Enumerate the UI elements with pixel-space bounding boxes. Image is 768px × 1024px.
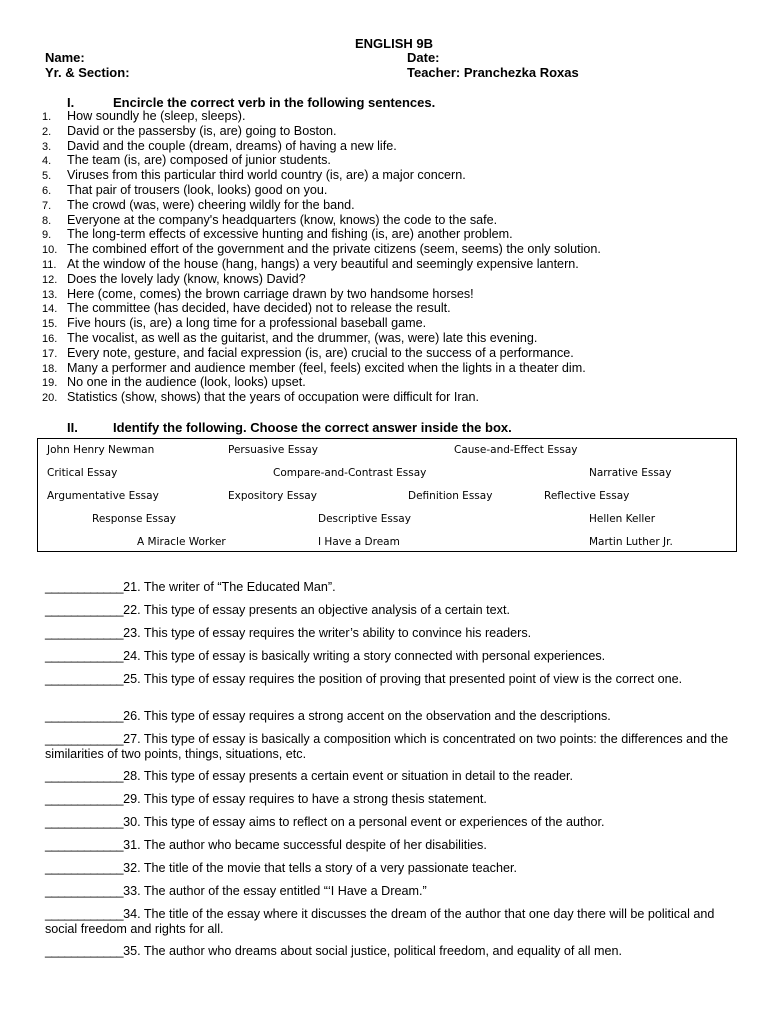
part2-numeral: II. [67,420,78,435]
item-sentence: That pair of trousers (look, looks) good on you. [67,182,328,197]
item-sentence: Does the lovely lady (know, knows) David? [67,271,306,286]
list-item [42,109,742,124]
item-number: 7. [42,199,52,212]
item-number: 10. [42,244,58,257]
answer-blank[interactable]: ____________ [45,769,124,783]
item-sentence: The committee (has decided, have decided) not to release the result. [67,301,451,316]
list-item [42,331,742,346]
answer-blank[interactable]: ____________ [45,603,124,617]
question-text: 33. The author of the essay entitled “‘I Have a Dream.” [123,884,427,898]
item-sentence: The combined effort of the government and the private citizens (seem, seems) the only solution. [67,242,601,257]
list-item [42,213,742,228]
answer-blank[interactable]: ____________ [45,815,124,829]
question-text: 22. This type of essay presents an objective analysis of a certain text. [123,603,510,617]
answer-blank[interactable]: ____________ [45,838,124,852]
item-number: 12. [42,273,58,286]
question-text: 34. The title of the essay where it discusses the dream of the author that one day there will be political and social freedom and rights for all. [45,907,715,936]
list-item [42,139,742,154]
part1-numeral: I. [67,95,75,110]
question-item [45,944,735,959]
question-text: 30. This type of essay aims to reflect on a personal event or experiences of the author. [123,815,605,829]
item-number: 6. [42,184,52,197]
answer-blank[interactable]: ____________ [45,861,124,875]
item-sentence: How soundly he (sleep, sleeps). [67,109,246,123]
list-item [42,183,742,198]
answer-blank[interactable]: ____________ [45,732,124,746]
item-number: 13. [42,288,58,301]
part1-item-list [42,109,742,405]
question-item [45,769,735,784]
list-item [42,153,742,168]
item-sentence: At the window of the house (hang, hangs) a very beautiful and seemingly expensive lantern. [67,256,579,271]
item-sentence: Statistics (show, shows) that the years of occupation were difficult for Iran. [67,390,480,405]
question-text: 21. The writer of “The Educated Man”. [123,580,336,594]
item-sentence: The crowd (was, were) cheering wildly for the band. [67,197,355,212]
item-sentence: Five hours (is, are) a long time for a professional baseball game. [67,316,427,331]
answer-blank[interactable]: ____________ [45,626,124,640]
item-sentence: David or the passersby (is, are) going to Boston. [67,123,337,138]
choice-descriptive-essay: Descriptive Essay [318,513,411,525]
answer-blank[interactable]: ____________ [45,907,124,921]
list-item [42,361,742,376]
list-item [42,198,742,213]
item-sentence: The team (is, are) composed of junior students. [67,153,331,168]
choice-definition-essay: Definition Essay [408,490,493,502]
list-item [42,316,742,331]
item-number: 17. [42,347,58,360]
question-item [45,709,735,724]
question-item [45,907,735,936]
choice-hellen-keller: Hellen Keller [589,513,656,525]
answer-blank[interactable]: ____________ [45,944,124,958]
choice-reflective-essay: Reflective Essay [544,490,630,502]
item-number: 9. [42,229,52,242]
answer-blank[interactable]: ____________ [45,649,124,663]
name-label: Name: [45,50,85,65]
worksheet-title: ENGLISH 9B [354,36,433,51]
answer-blank[interactable]: ____________ [45,709,124,723]
question-item [45,884,735,899]
part1-heading [67,95,435,110]
item-sentence: Everyone at the company's headquarters (know, knows) the code to the safe. [67,212,498,227]
date-label: Date: [407,50,440,65]
item-sentence: The vocalist, as well as the guitarist, and the drummer, (was, were) late this evening. [67,330,538,345]
section-label: Yr. & Section: [45,65,130,80]
item-sentence: Many a performer and audience member (feel, feels) excited when the lights in a theater dim. [67,360,586,375]
choice-expository-essay: Expository Essay [228,490,317,502]
list-item [42,168,742,183]
question-item [45,649,735,664]
item-sentence: The long-term effects of excessive hunting and fishing (is, are) another problem. [67,227,513,242]
question-item [45,672,735,687]
item-number: 2. [42,125,52,138]
question-text: 24. This type of essay is basically writing a story connected with personal experiences. [123,649,606,663]
choice-john-henry-newman: John Henry Newman [47,444,155,456]
part2-heading [67,420,512,435]
question-text: 35. The author who dreams about social justice, political freedom, and equality of all men. [123,944,622,958]
choice-persuasive-essay: Persuasive Essay [228,444,318,456]
answer-blank[interactable]: ____________ [45,580,124,594]
teacher-label: Teacher: Pranchezka Roxas [407,65,579,80]
choice-i-have-a-dream: I Have a Dream [318,536,400,548]
answer-choices-box [37,438,737,552]
item-number: 15. [42,318,58,331]
list-item [42,242,742,257]
choice-compare-and-contrast-essay: Compare-and-Contrast Essay [273,467,427,479]
item-number: 11. [42,258,57,271]
question-text: 28. This type of essay presents a certain event or situation in detail to the reader. [123,769,573,783]
item-number: 5. [42,170,52,183]
question-text: 23. This type of essay requires the writer’s ability to convince his readers. [123,626,532,640]
question-text: 32. The title of the movie that tells a story of a very passionate teacher. [123,861,517,875]
item-number: 14. [42,303,58,316]
question-text: 31. The author who became successful despite of her disabilities. [123,838,487,852]
item-sentence: Viruses from this particular third world country (is, are) a major concern. [67,168,466,183]
list-item [42,257,742,272]
choice-cause-and-effect-essay: Cause-and-Effect Essay [454,444,578,456]
question-item [45,603,735,618]
question-text: 29. This type of essay requires to have a strong thesis statement. [123,792,487,806]
question-text: 26. This type of essay requires a strong accent on the observation and the descriptions. [123,709,611,723]
item-sentence: Every note, gesture, and facial expression (is, are) crucial to the success of a performance. [67,345,574,360]
item-sentence: Here (come, comes) the brown carriage drawn by two handsome horses! [67,286,474,301]
answer-blank[interactable]: ____________ [45,884,124,898]
item-number: 4. [42,155,52,168]
question-item [45,838,735,853]
item-number: 18. [42,362,58,375]
choice-martin-luther-jr: Martin Luther Jr. [589,536,673,548]
question-item [45,580,735,595]
question-item [45,626,735,641]
choice-critical-essay: Critical Essay [47,467,118,479]
choice-response-essay: Response Essay [92,513,176,525]
part1-instruction: Encircle the correct verb in the following sentences. [113,95,436,110]
list-item [42,287,742,302]
choice-a-miracle-worker: A Miracle Worker [137,536,226,548]
item-number: 16. [42,332,58,345]
item-sentence: No one in the audience (look, looks) upset. [67,375,306,390]
item-number: 8. [42,214,52,227]
answer-blank[interactable]: ____________ [45,792,124,806]
question-text: 27. This type of essay is basically a composition which is concentrated on two points: the differences and the similarities of two points, things, situations, etc. [45,732,729,761]
list-item [42,390,742,405]
item-sentence: David and the couple (dream, dreams) of having a new life. [67,138,397,153]
question-item [45,732,735,761]
item-number: 20. [42,392,58,405]
question-item [45,861,735,876]
list-item [42,227,742,242]
list-item [42,301,742,316]
list-item [42,272,742,287]
item-number: 1. [42,111,52,123]
list-item [42,124,742,139]
item-number: 3. [42,140,52,153]
choice-narrative-essay: Narrative Essay [589,467,672,479]
question-text: 25. This type of essay requires the position of proving that presented point of view is the correct one. [123,672,683,686]
choice-argumentative-essay: Argumentative Essay [47,490,159,502]
question-item [45,815,735,830]
list-item [42,346,742,361]
question-item [45,792,735,807]
item-number: 19. [42,377,58,390]
part2-instruction: Identify the following. Choose the correct answer inside the box. [113,420,512,435]
list-item [42,375,742,390]
answer-blank[interactable]: ____________ [45,672,124,686]
